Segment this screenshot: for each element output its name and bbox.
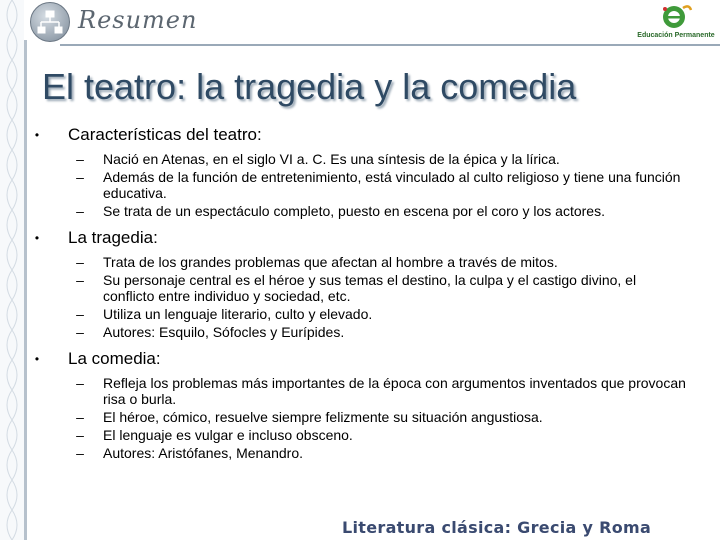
- list-item: [30, 254, 690, 270]
- list-item-text: Se trata de un espectáculo completo, puesto en escena por el coro y los actores.: [103, 203, 605, 219]
- list-item: [30, 272, 690, 304]
- logo: [636, 2, 716, 44]
- dash-marker: –: [76, 203, 84, 219]
- network-icon: [30, 2, 70, 42]
- bullet-icon: •: [34, 352, 40, 366]
- list-item-text: Autores: Aristófanes, Menandro.: [103, 445, 303, 461]
- dash-marker: –: [76, 409, 84, 425]
- section-heading: La tragedia:: [68, 228, 158, 247]
- logo-text: Educación Permanente: [637, 32, 715, 39]
- list-item-text: El lenguaje es vulgar e incluso obsceno.: [103, 427, 353, 443]
- list-item-text: Autores: Esquilo, Sófocles y Eurípides.: [103, 324, 345, 340]
- list-item-text: Trata de los grandes problemas que afectan al hombre a través de mitos.: [103, 254, 558, 270]
- list-item: [30, 203, 690, 219]
- section-tragedia: [30, 227, 690, 340]
- bullet-icon: •: [34, 128, 40, 142]
- list-item-text: El héroe, cómico, resuelve siempre felizmente su situación angustiosa.: [103, 409, 543, 425]
- list-item: [30, 169, 690, 201]
- decorative-pattern: [0, 0, 24, 540]
- section-heading: La comedia:: [68, 349, 161, 368]
- bullet-heading: [30, 227, 690, 249]
- dash-marker: –: [76, 375, 84, 391]
- dash-marker: –: [76, 427, 84, 443]
- section-heading: Características del teatro:: [68, 125, 262, 144]
- slide-title: El teatro: la tragedia y la comedia: [42, 66, 577, 107]
- slide-content: [30, 124, 690, 461]
- section-comedia: [30, 348, 690, 461]
- bullet-heading: [30, 348, 690, 370]
- list-item-text: Utiliza un lenguaje literario, culto y elevado.: [103, 306, 373, 322]
- dash-marker: –: [76, 306, 84, 322]
- e-logo-icon: [636, 2, 716, 32]
- section-teatro: [30, 124, 690, 219]
- left-decorative-border: [0, 0, 24, 540]
- bullet-heading: [30, 124, 690, 146]
- list-item: [30, 151, 690, 167]
- list-item-text: Nació en Atenas, en el siglo VI a. C. Es una síntesis de la épica y la lírica.: [103, 151, 560, 167]
- left-divider-line: [24, 40, 27, 540]
- list-item: [30, 427, 690, 443]
- list-item: [30, 306, 690, 322]
- dash-marker: –: [76, 169, 84, 185]
- dash-marker: –: [76, 254, 84, 270]
- list-item: [30, 324, 690, 340]
- list-item-text: Su personaje central es el héroe y sus temas el destino, la culpa y el castigo divino, el conflicto entre individuo y sociedad, etc.: [103, 272, 637, 304]
- bullet-icon: •: [34, 231, 40, 245]
- header-title: Resumen: [78, 6, 198, 34]
- list-item: [30, 445, 690, 461]
- dash-marker: –: [76, 151, 84, 167]
- dash-marker: –: [76, 272, 84, 288]
- footer-title: Literatura clásica: Grecia y Roma: [342, 518, 652, 537]
- dash-marker: –: [76, 445, 84, 461]
- list-item: [30, 409, 690, 425]
- list-item-text: Además de la función de entretenimiento, está vinculado al culto religioso y tiene una función educativa.: [103, 169, 681, 201]
- header-divider-line: [60, 44, 720, 46]
- dash-marker: –: [76, 324, 84, 340]
- list-item: [30, 375, 690, 407]
- list-item-text: Refleja los problemas más importantes de la época con argumentos inventados que provocan risa o burla.: [103, 375, 686, 407]
